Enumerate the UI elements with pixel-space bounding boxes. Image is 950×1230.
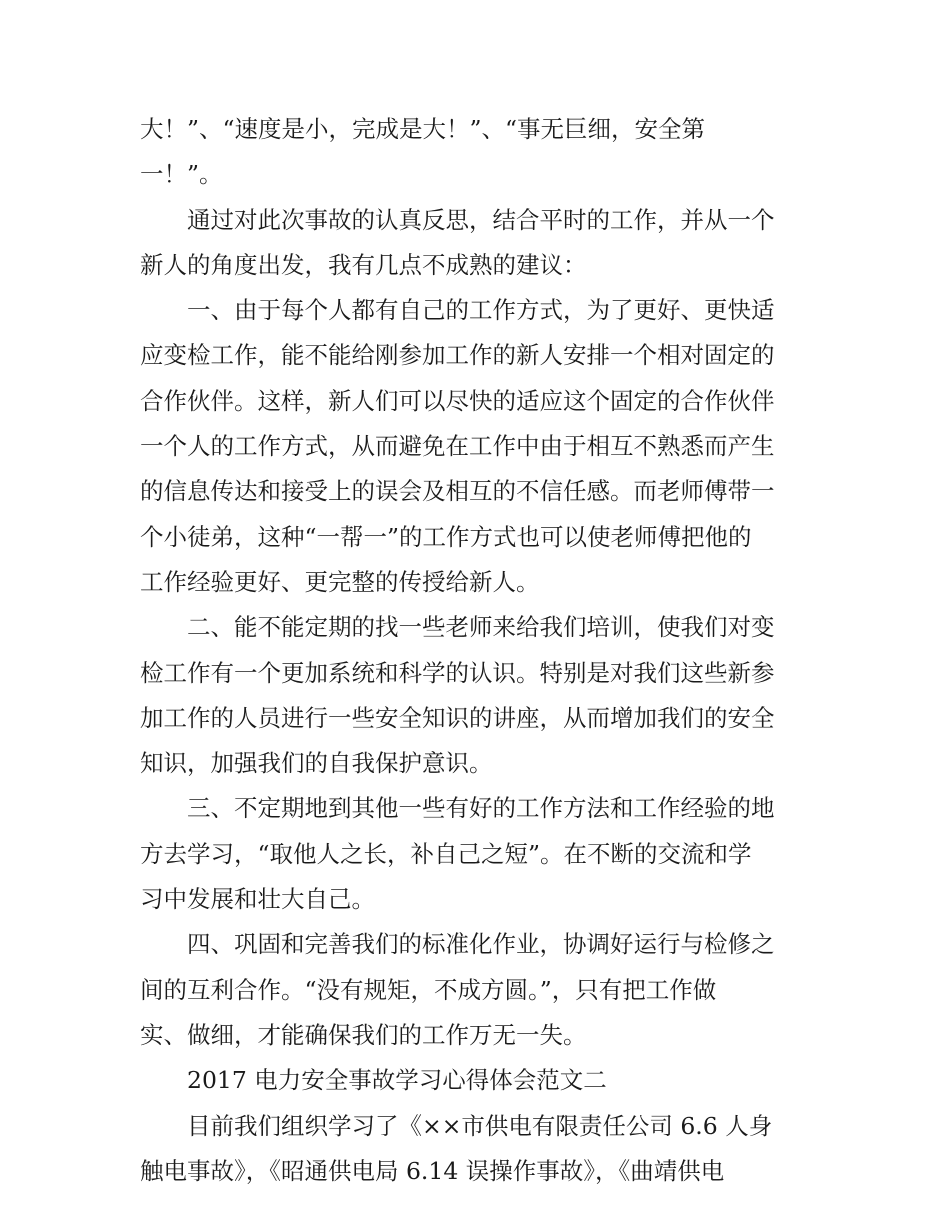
text-line: 实、做细，才能确保我们的工作万无一失。 bbox=[140, 1020, 587, 1049]
text-line: 检工作有一个更加系统和科学的认识。特别是对我们这些新参 bbox=[140, 658, 775, 687]
text-line: 方去学习，“取他人之长，补自己之短”。在不断的交流和学 bbox=[140, 839, 752, 868]
text-line: 新人的角度出发，我有几点不成熟的建议： bbox=[140, 250, 587, 279]
text-line: 的信息传达和接受上的误会及相互的不信任感。而老师傅带一 bbox=[140, 477, 775, 506]
text-line: 合作伙伴。这样，新人们可以尽快的适应这个固定的合作伙伴 bbox=[140, 386, 775, 415]
text-line: 加工作的人员进行一些安全知识的讲座，从而增加我们的安全 bbox=[140, 703, 775, 732]
text-line: 一个人的工作方式，从而避免在工作中由于相互不熟悉而产生 bbox=[140, 432, 775, 461]
document-body bbox=[140, 107, 820, 1194]
text-line: 触电事故》，《昭通供电局 6.14 误操作事故》，《曲靖供电 bbox=[140, 1156, 725, 1185]
text-line: 间的互利合作。“没有规矩，不成方圆。”，只有把工作做 bbox=[140, 975, 717, 1004]
text-line: 一！”。 bbox=[140, 160, 223, 189]
paragraph-start-line: 二、能不能定期的找一些老师来给我们培训，使我们对变 bbox=[187, 613, 775, 642]
text-line: 应变检工作，能不能给刚参加工作的新人安排一个相对固定的 bbox=[140, 341, 775, 370]
text-line: 习中发展和壮大自己。 bbox=[140, 885, 375, 914]
paragraph-start-line: 三、不定期地到其他一些有好的工作方法和工作经验的地 bbox=[187, 794, 775, 823]
paragraph-start-line: 一、由于每个人都有自己的工作方式，为了更好、更快适 bbox=[187, 296, 775, 325]
text-line: 个小徒弟，这种“一帮一”的工作方式也可以使老师傅把他的 bbox=[140, 522, 752, 551]
paragraph-start-line: 目前我们组织学习了《××市供电有限责任公司 6.6 人身 bbox=[187, 1111, 773, 1140]
section-heading: 2017 电力安全事故学习心得体会范文二 bbox=[187, 1066, 607, 1095]
paragraph-start-line: 四、巩固和完善我们的标准化作业，协调好运行与检修之 bbox=[187, 930, 775, 959]
text-line: 工作经验更好、更完整的传授给新人。 bbox=[140, 567, 540, 596]
paragraph-start-line: 通过对此次事故的认真反思，结合平时的工作，并从一个 bbox=[187, 205, 775, 234]
text-line: 大！”、“速度是小，完成是大！”、“事无巨细，安全第 bbox=[140, 115, 706, 143]
text-line: 知识，加强我们的自我保护意识。 bbox=[140, 749, 493, 778]
